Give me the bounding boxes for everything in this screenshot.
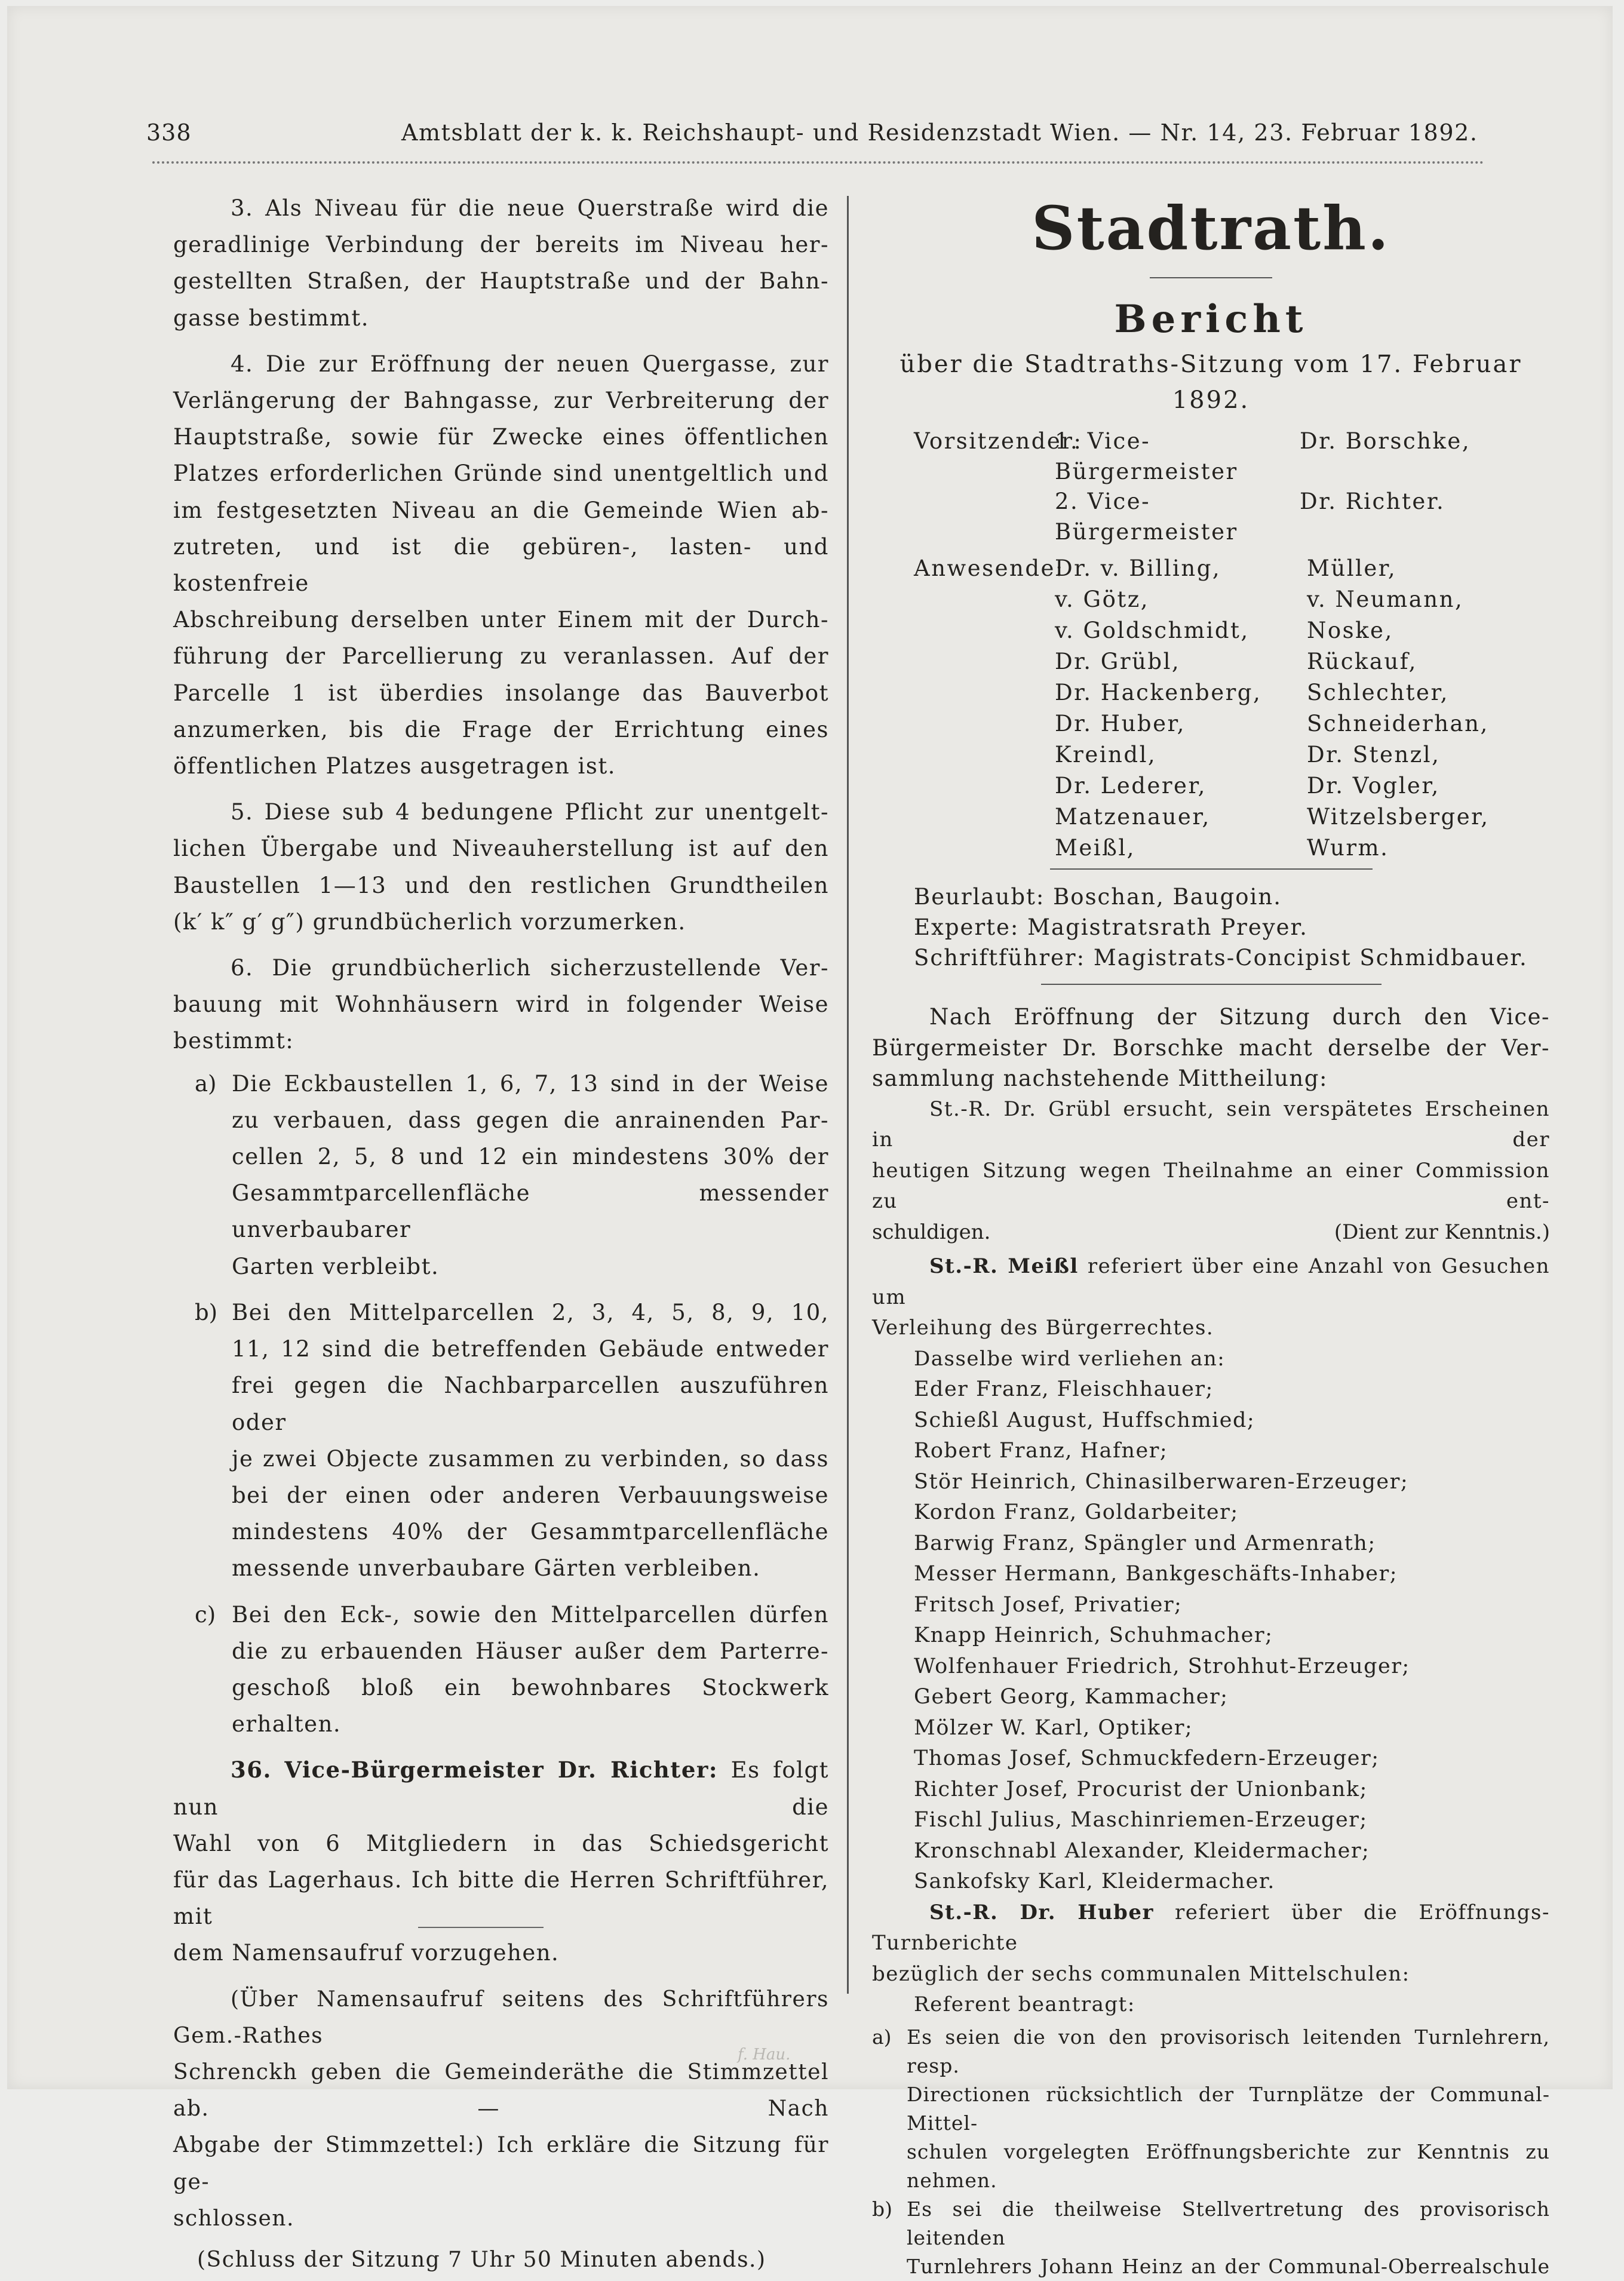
speaker-name: Vice-Bürgermeister Dr. Richter: xyxy=(284,1757,719,1783)
list-item: Messer Hermann, Bankgeschäfts-Inhaber; xyxy=(914,1562,1398,1586)
roster-rule xyxy=(1050,868,1373,870)
attendee: Dr. Grübl, xyxy=(1055,649,1181,674)
list-item: Richter Josef, Procurist der Unionbank; xyxy=(914,1777,1368,1801)
list-item: Wolfenhauer Friedrich, Strohhut-Erzeuger; xyxy=(914,1654,1410,1678)
motion-b: b) Es sei die theilweise Stellvertretung des provisorisch leitenden Turnlehrers Johann Heinz an der Communal-Oberrealschule xyxy=(872,2197,1550,2278)
attendee: Dr. Huber, xyxy=(1055,711,1186,736)
page-number: 338 xyxy=(146,119,192,146)
secretary-line: Schriftführer: Magistrats-Concipist Schmidbauer. xyxy=(914,945,1528,971)
pencil-annotation: f. Hau. xyxy=(738,2046,791,2064)
attendee: Müller, xyxy=(1307,555,1397,581)
item-number: 36. xyxy=(231,1757,272,1783)
title-rule xyxy=(1150,277,1272,278)
list-item: Robert Franz, Hafner; xyxy=(914,1439,1168,1463)
opening-paragraph: Nach Eröffnung der Sitzung durch den Vice- Bürgermeister Dr. Borschke macht derselbe der Ver- sammlung nachstehende Mittheilung: xyxy=(872,1004,1550,1091)
list-item: Knapp Heinrich, Schuhmacher; xyxy=(914,1623,1273,1647)
attendee: Meißl, xyxy=(1055,835,1135,861)
list-item: Barwig Franz, Spängler und Armenrath; xyxy=(914,1531,1376,1555)
list-item: Schießl August, Huffschmied; xyxy=(914,1408,1255,1432)
attendee: Schlechter, xyxy=(1307,680,1449,705)
clause-a: a) Die Eckbaustellen 1, 6, 7, 13 sind in der Weise zu verbauen, dass gegen die anrainenden Par- cellen 2, 5, 8 und 12 ein mindestens 30% der Gesammtparcellenfläche messender unverbaubarer Garten verbleibt. xyxy=(195,1070,829,1279)
header-divider xyxy=(152,161,1484,164)
paragraph-6: 6. Die grundbücherlich sicherzustellende Ver- bauung mit Wohnhäusern wird in folgender Weise bestimmt: xyxy=(173,955,829,1054)
speaker-name: St.-R. Meißl xyxy=(929,1254,1079,1278)
grubl-paragraph: St.-R. Dr. Grübl ersucht, sein verspätetes Erscheinen in der heutigen Sitzung wegen Theilnahme an einer Commission zu ent- schuldigen. (Dient zur Kenntnis.) xyxy=(872,1094,1550,1248)
attendee: Dr. v. Billing, xyxy=(1055,555,1221,581)
decision-note: (Dient zur Kenntnis.) xyxy=(1334,1220,1550,1244)
list-item: Kordon Franz, Goldarbeiter; xyxy=(914,1500,1239,1524)
attendee: Witzelsberger, xyxy=(1307,804,1490,830)
list-item: Sankofsky Karl, Kleidermacher. xyxy=(914,1869,1275,1893)
attendee: Dr. Vogler, xyxy=(1307,773,1440,799)
huber-paragraph: St.-R. Dr. Huber referiert über die Eröffnungs-Turnberichte bezüglich der sechs communalen Mittelschulen: Referent beantragt: xyxy=(872,1900,1550,2016)
attendee: Noske, xyxy=(1307,618,1393,643)
motion-a: a) Es seien die von den provisorisch leitenden Turnlehrern, resp. Directionen rücksichtlich der Turnplätze der Communal-Mittel- schulen vorgelegten Eröffnungsberichte zur Kenntnis zu nehmen. xyxy=(872,2025,1550,2192)
proceedings-rule xyxy=(1041,984,1382,985)
paragraph-3: 3. Als Niveau für die neue Querstraße wird die geradlinige Verbindung der bereits im Niveau her- gestellten Straßen, der Hauptstraße und der Bahn- gasse bestimmt. xyxy=(173,195,829,331)
list-item: Mölzer W. Karl, Optiker; xyxy=(914,1715,1193,1740)
report-title: Bericht xyxy=(1114,297,1308,342)
report-subtitle: über die Stadtraths-Sitzung vom 17. Februar 1892. xyxy=(900,351,1522,414)
attendees-list: Anwesende: Dr. v. Billing, Müller, v. Götz, v. Neumann, v. Goldschmidt, Noske, Dr. Grübl, Rückauf, Dr. Hackenberg, Schlechter, Dr. Huber, Schneiderhan, Kreindl, Dr. Stenzl, Dr. Lederer, Dr. Vogler, Matzenauer, Witzelsberger, Meißl, Wurm. xyxy=(914,553,1550,864)
clause-b: b) Bei den Mittelparcellen 2, 3, 4, 5, 8, 9, 10, 11, 12 sind die betreffenden Gebäude entweder frei gegen die Nachbarparcellen auszuführen oder je zwei Objecte zusammen zu verbinden, so dass bei der einen oder anderen Verbauungsweise mindestens 40% der Gesammtparcellenfläche messende unverbaubare Gärten verbleiben. xyxy=(195,1299,829,1582)
chair-list: Vorsitzender: 1. Vice-Bürgermeister Dr. Borschke, 2. Vice-Bürgermeister Dr. Richter. xyxy=(914,428,1471,545)
attendee: Kreindl, xyxy=(1055,742,1157,768)
right-column xyxy=(872,190,1550,2281)
list-item: Fritsch Josef, Privatier; xyxy=(914,1592,1183,1617)
expert-line: Experte: Magistratsrath Preyer. xyxy=(914,914,1308,940)
attendee: Dr. Lederer, xyxy=(1055,773,1207,799)
left-column xyxy=(173,190,829,2278)
attendee: Matzenauer, xyxy=(1055,804,1211,830)
meissl-paragraph: St.-R. Meißl referiert über eine Anzahl von Gesuchen um Verleihung des Bürgerrechtes. Dasselbe wird verliehen an: xyxy=(872,1254,1550,1371)
attendee: v. Götz, xyxy=(1055,587,1149,612)
attendee: Dr. Stenzl, xyxy=(1307,742,1441,768)
attendee: Wurm. xyxy=(1307,835,1389,861)
paragraph-4: 4. Die zur Eröffnung der neuen Quergasse, zur Verlängerung der Bahngasse, zur Verbreiterung der Hauptstraße, sowie für Zwecke eines öffentlichen Platzes erforderlichen Gründe sind unentgeltlich und im festgesetzten Niveau an die Gemeinde Wien ab- zutreten, und ist die gebüren-, lasten- und kostenfreie Abschreibung derselben unter Einem mit der Durch- führung der Parcellierung zu veranlassen. Auf der Parcelle 1 ist überdies insolange das Bauverbot anzumerken, bis die Frage der Errichtung eines öffentlichen Platzes ausgetragen ist. xyxy=(173,351,829,779)
column-divider xyxy=(847,196,849,1994)
speaker-name: St.-R. Dr. Huber xyxy=(929,1900,1154,1924)
paragraph-5: 5. Diese sub 4 bedungene Pflicht zur unentgelt- lichen Übergabe und Niveauherstellung ist auf den Baustellen 1—13 und den restlichen Grundtheilen (k′ k″ g′ g″) grundbücherlich vorzumerken. xyxy=(173,799,829,935)
list-item: Eder Franz, Fleischhauer; xyxy=(914,1377,1214,1401)
attendee: Schneiderhan, xyxy=(1307,711,1489,736)
attendee: v. Neumann, xyxy=(1307,587,1464,612)
section-title: Stadtrath. xyxy=(1031,193,1390,263)
list-item: Kronschnabl Alexander, Kleidermacher; xyxy=(914,1838,1370,1863)
end-rule xyxy=(418,1927,544,1928)
voting-note: (Über Namensaufruf seitens des Schriftführers Gem.-Rathes Schrenckh geben die Gemeinderäthe die Stimmzettel ab. — Nach Abgabe der Stimmzettel:) Ich erkläre die Sitzung für ge- schlossen. xyxy=(173,1987,829,2231)
attendee: v. Goldschmidt, xyxy=(1055,618,1250,643)
attendee: Rückauf, xyxy=(1307,649,1417,674)
list-item: Thomas Josef, Schmuckfedern-Erzeuger; xyxy=(914,1746,1380,1770)
excused-line: Beurlaubt: Boschan, Baugoin. xyxy=(914,884,1282,910)
running-title: Amtsblatt der k. k. Reichshaupt- und Residenzstadt Wien. — Nr. 14, 23. Februar 1892. xyxy=(401,119,1478,146)
closing-note: (Schluss der Sitzung 7 Uhr 50 Minuten abends.) xyxy=(197,2247,766,2272)
agenda-item-36: 36. Vice-Bürgermeister Dr. Richter: Es folgt nun die Wahl von 6 Mitgliedern in das Schiedsgericht für das Lagerhaus. Ich bitte die Herren Schriftführer, mit dem Namensaufruf vorzugehen. xyxy=(173,1757,830,1966)
list-item: Gebert Georg, Kammacher; xyxy=(914,1685,1229,1709)
clause-c: c) Bei den Eck-, sowie den Mittelparcellen dürfen die zu erbauenden Häuser außer dem Parterre- geschoß bloß ein bewohnbares Stockwerk erhalten. xyxy=(195,1601,829,1737)
list-item: Fischl Julius, Maschinriemen-Erzeuger; xyxy=(914,1808,1368,1832)
citizenship-list xyxy=(914,1374,1550,1898)
attendee: Dr. Hackenberg, xyxy=(1055,680,1262,705)
list-item: Stör Heinrich, Chinasilberwaren-Erzeuger; xyxy=(914,1469,1409,1494)
